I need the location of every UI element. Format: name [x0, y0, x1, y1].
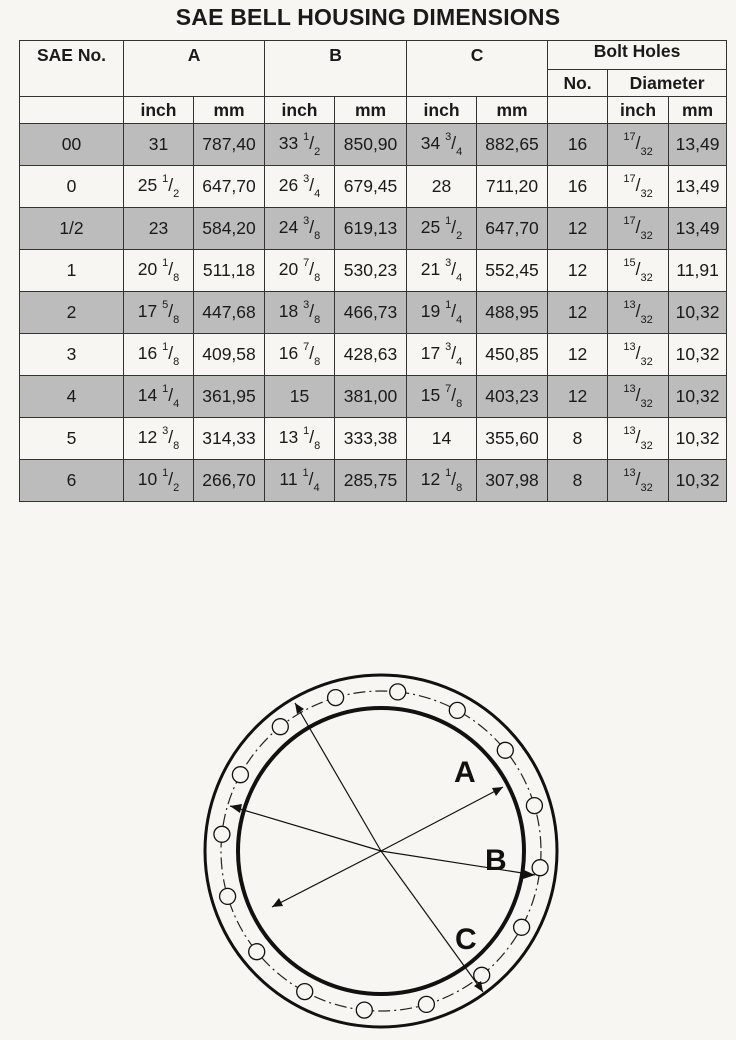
header-a-mm: mm [194, 97, 265, 124]
cell-sae-no: 4 [20, 376, 124, 418]
cell-a-inch: 23 [124, 208, 194, 250]
cell-c-inch: 34 $^3/_4$ [407, 124, 477, 166]
page-title: SAE BELL HOUSING DIMENSIONS [175, 4, 561, 30]
cell-dia-mm: 10,32 [669, 460, 727, 502]
cell-b-mm: 850,90 [335, 124, 407, 166]
cell-dia-inch [608, 376, 669, 418]
fraction: $^{17}/_{32}$ [623, 130, 653, 159]
fraction: $^5/_8$ [162, 298, 180, 327]
fraction: $^{13}/_{32}$ [623, 424, 653, 453]
cell-dia-inch [608, 418, 669, 460]
cell-b-mm: 619,13 [335, 208, 407, 250]
cell-c-mm: 403,23 [477, 376, 548, 418]
cell-dia-inch [608, 334, 669, 376]
header-a-inch: inch [124, 97, 194, 124]
bolt-hole [418, 996, 434, 1012]
cell-c-mm: 355,60 [477, 418, 548, 460]
arrow-c-upper [295, 703, 304, 714]
header-dia-mm: mm [669, 97, 727, 124]
cell-c-mm: 882,65 [477, 124, 548, 166]
header-a: A [124, 41, 265, 97]
cell-dia-mm: 10,32 [669, 376, 727, 418]
cell-dia-mm: 11,91 [669, 250, 727, 292]
fraction: $^3/_8$ [303, 214, 321, 243]
cell-c-inch: 19 $^1/_4$ [407, 292, 477, 334]
cell-c-mm: 488,95 [477, 292, 548, 334]
bolt-hole [526, 798, 542, 814]
cell-a-inch: 20 $^1/_8$ [124, 250, 194, 292]
fraction: $^1/_2$ [162, 172, 180, 201]
bolt-hole [514, 919, 530, 935]
table-row [20, 166, 727, 208]
header-c: C [407, 41, 548, 97]
cell-bolt-no: 8 [548, 460, 608, 502]
fraction: $^{17}/_{32}$ [623, 172, 653, 201]
table-row [20, 334, 727, 376]
fraction: $^7/_8$ [303, 340, 321, 369]
fraction: $^1/_2$ [162, 466, 180, 495]
header-b: B [265, 41, 407, 97]
cell-a-inch: 25 $^1/_2$ [124, 166, 194, 208]
cell-b-mm: 333,38 [335, 418, 407, 460]
fraction: $^1/_8$ [303, 424, 321, 453]
cell-sae-no: 1/2 [20, 208, 124, 250]
fraction: $^{15}/_{32}$ [623, 256, 653, 285]
cell-dia-inch [608, 124, 669, 166]
cell-sae-no: 5 [20, 418, 124, 460]
header-c-inch: inch [407, 97, 477, 124]
cell-a-inch: 31 [124, 124, 194, 166]
cell-dia-mm: 13,49 [669, 124, 727, 166]
cell-c-inch: 14 [407, 418, 477, 460]
fraction: $^1/_4$ [162, 382, 180, 411]
cell-a-mm: 314,33 [194, 418, 265, 460]
cell-b-inch: 20 $^7/_8$ [265, 250, 335, 292]
cell-dia-inch [608, 292, 669, 334]
cell-b-inch: 26 $^3/_4$ [265, 166, 335, 208]
bolt-hole [474, 967, 490, 983]
cell-dia-inch [608, 208, 669, 250]
cell-dia-inch [608, 460, 669, 502]
cell-a-inch: 12 $^3/_8$ [124, 418, 194, 460]
bolt-hole [214, 826, 230, 842]
cell-dia-inch [608, 250, 669, 292]
cell-dia-mm: 10,32 [669, 418, 727, 460]
bolt-hole [532, 860, 548, 876]
cell-a-inch: 16 $^1/_8$ [124, 334, 194, 376]
dim-line-b-right [381, 851, 535, 875]
cell-c-inch: 28 [407, 166, 477, 208]
cell-bolt-no: 12 [548, 292, 608, 334]
cell-sae-no: 1 [20, 250, 124, 292]
cell-c-inch: 15 $^7/_8$ [407, 376, 477, 418]
dimensions-table [19, 40, 727, 502]
cell-b-inch: 16 $^7/_8$ [265, 334, 335, 376]
table-row [20, 250, 727, 292]
table-row [20, 208, 727, 250]
table-row [20, 418, 727, 460]
cell-b-mm: 285,75 [335, 460, 407, 502]
cell-bolt-no: 16 [548, 124, 608, 166]
bolt-hole [390, 684, 406, 700]
cell-a-mm: 266,70 [194, 460, 265, 502]
dim-line-a-lower [272, 851, 381, 907]
cell-bolt-no: 12 [548, 250, 608, 292]
bell-housing-diagram [200, 670, 570, 1040]
cell-c-inch: 21 $^3/_4$ [407, 250, 477, 292]
cell-a-mm: 787,40 [194, 124, 265, 166]
cell-b-mm: 428,63 [335, 334, 407, 376]
cell-sae-no: 0 [20, 166, 124, 208]
header-b-mm: mm [335, 97, 407, 124]
bolt-hole [232, 767, 248, 783]
fraction: $^1/_2$ [445, 214, 463, 243]
bolt-hole [220, 888, 236, 904]
fraction: $^7/_8$ [445, 382, 463, 411]
fraction: $^3/_4$ [445, 340, 463, 369]
header-sae-blank [20, 97, 124, 124]
cell-bolt-no: 12 [548, 334, 608, 376]
cell-c-inch: 17 $^3/_4$ [407, 334, 477, 376]
cell-dia-mm: 13,49 [669, 166, 727, 208]
cell-a-mm: 447,68 [194, 292, 265, 334]
fraction: $^1/_4$ [445, 298, 463, 327]
arrow-b-left [230, 804, 242, 813]
dim-line-c-lower [381, 851, 483, 992]
cell-b-inch: 24 $^3/_8$ [265, 208, 335, 250]
fraction: $^1/_8$ [162, 256, 180, 285]
cell-sae-no: 2 [20, 292, 124, 334]
fraction: $^3/_4$ [445, 256, 463, 285]
cell-c-mm: 552,45 [477, 250, 548, 292]
bolt-hole [297, 984, 313, 1000]
fraction: $^1/_4$ [302, 466, 320, 495]
cell-a-mm: 409,58 [194, 334, 265, 376]
header-sae-no: SAE No. [20, 41, 124, 97]
fraction: $^{13}/_{32}$ [623, 340, 653, 369]
header-c-mm: mm [477, 97, 548, 124]
fraction: $^{17}/_{32}$ [623, 214, 653, 243]
fraction: $^3/_8$ [303, 298, 321, 327]
cell-bolt-no: 8 [548, 418, 608, 460]
cell-b-mm: 530,23 [335, 250, 407, 292]
header-no-blank [548, 97, 608, 124]
dim-line-a-upper [381, 787, 503, 851]
fraction: $^1/_2$ [303, 130, 321, 159]
table-row [20, 376, 727, 418]
cell-a-mm: 647,70 [194, 166, 265, 208]
cell-b-inch: 33 $^1/_2$ [265, 124, 335, 166]
fraction: $^1/_8$ [445, 466, 463, 495]
cell-dia-inch [608, 166, 669, 208]
fraction: $^{13}/_{32}$ [623, 298, 653, 327]
cell-sae-no: 6 [20, 460, 124, 502]
cell-bolt-no: 12 [548, 208, 608, 250]
cell-b-mm: 466,73 [335, 292, 407, 334]
cell-dia-mm: 13,49 [669, 208, 727, 250]
cell-a-mm: 361,95 [194, 376, 265, 418]
bolt-hole [449, 702, 465, 718]
fraction: $^3/_4$ [303, 172, 321, 201]
cell-a-inch: 14 $^1/_4$ [124, 376, 194, 418]
header-bolt-holes: Bolt Holes [548, 41, 727, 70]
fraction: $^3/_8$ [162, 424, 180, 453]
table-row [20, 124, 727, 166]
cell-bolt-no: 16 [548, 166, 608, 208]
cell-c-inch: 12 $^1/_8$ [407, 460, 477, 502]
cell-c-mm: 647,70 [477, 208, 548, 250]
cell-c-mm: 450,85 [477, 334, 548, 376]
table-row [20, 460, 727, 502]
cell-b-inch: 13 $^1/_8$ [265, 418, 335, 460]
cell-dia-mm: 10,32 [669, 292, 727, 334]
cell-sae-no: 3 [20, 334, 124, 376]
fraction: $^{13}/_{32}$ [623, 382, 653, 411]
cell-b-mm: 381,00 [335, 376, 407, 418]
cell-b-inch: 18 $^3/_8$ [265, 292, 335, 334]
cell-b-mm: 679,45 [335, 166, 407, 208]
fraction: $^{13}/_{32}$ [623, 466, 653, 495]
cell-dia-mm: 10,32 [669, 334, 727, 376]
bolt-hole [356, 1002, 372, 1018]
label-a: A [454, 756, 476, 789]
cell-b-inch: 15 [265, 376, 335, 418]
cell-a-mm: 584,20 [194, 208, 265, 250]
cell-c-inch: 25 $^1/_2$ [407, 208, 477, 250]
header-diameter: Diameter [608, 70, 727, 97]
cell-a-inch: 17 $^5/_8$ [124, 292, 194, 334]
fraction: $^7/_8$ [303, 256, 321, 285]
header-dia-inch: inch [608, 97, 669, 124]
cell-c-mm: 307,98 [477, 460, 548, 502]
cell-sae-no: 00 [20, 124, 124, 166]
header-bolt-no: No. [548, 70, 608, 97]
cell-a-inch: 10 $^1/_2$ [124, 460, 194, 502]
cell-c-mm: 711,20 [477, 166, 548, 208]
cell-a-mm: 511,18 [194, 250, 265, 292]
header-b-inch: inch [265, 97, 335, 124]
label-c: C [455, 923, 477, 956]
fraction: $^3/_4$ [445, 130, 463, 159]
bolt-hole [497, 742, 513, 758]
label-b: B [485, 844, 507, 877]
cell-b-inch: 11 $^1/_4$ [265, 460, 335, 502]
bolt-hole [328, 690, 344, 706]
bolt-hole [249, 944, 265, 960]
cell-bolt-no: 12 [548, 376, 608, 418]
table-row [20, 292, 727, 334]
bolt-hole [272, 719, 288, 735]
fraction: $^1/_8$ [162, 340, 180, 369]
